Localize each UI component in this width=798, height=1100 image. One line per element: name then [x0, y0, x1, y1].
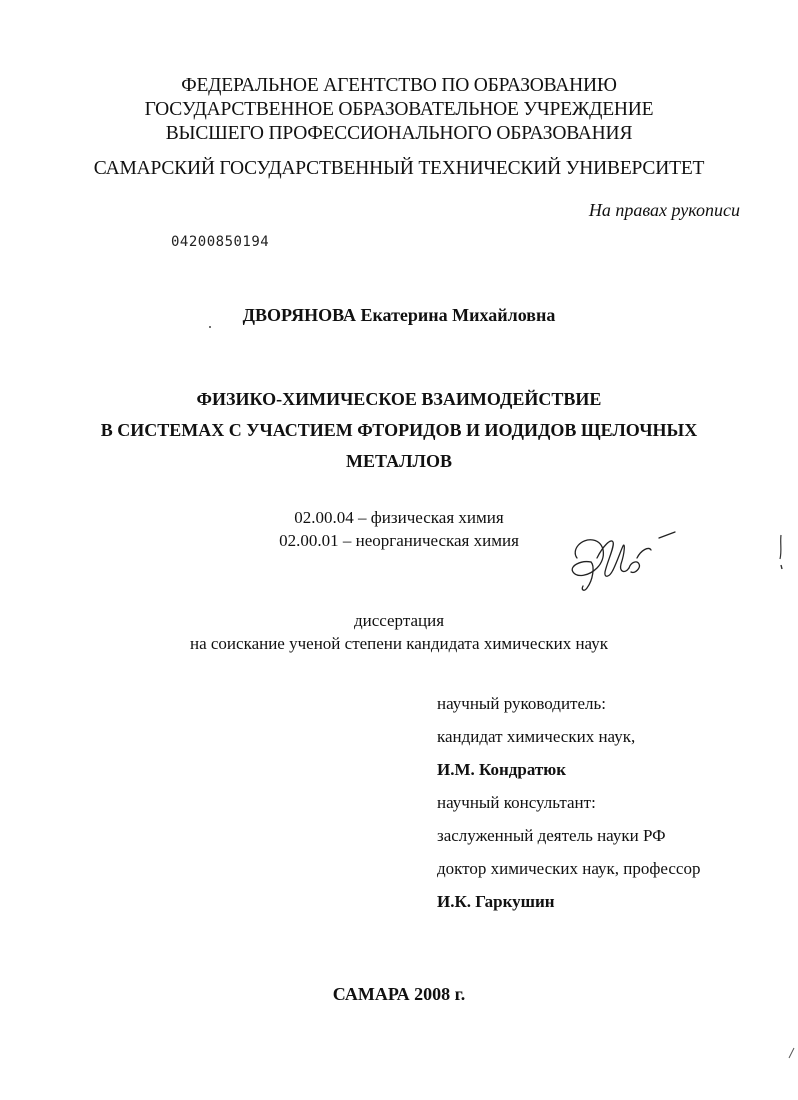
title-line: ФИЗИКО-ХИМИЧЕСКОЕ ВЗАИМОДЕЙСТВИЕ — [196, 389, 602, 409]
consultant-name: И.К. Гаркушин — [437, 892, 555, 911]
dissertation-title — [0, 384, 798, 477]
supervisor-degree: кандидат химических наук, — [437, 727, 636, 746]
dissertation-type: диссертация — [353, 611, 445, 630]
consultant-degree: доктор химических наук, профессор — [437, 859, 701, 878]
consultant-honor: заслуженный деятель науки РФ — [437, 826, 666, 845]
agency-line: ФЕДЕРАЛЬНОЕ АГЕНТСТВО ПО ОБРАЗОВАНИЮ — [181, 75, 617, 96]
supervisor-role: научный руководитель: — [437, 694, 606, 713]
agency-line: ГОСУДАРСТВЕННОЕ ОБРАЗОВАТЕЛЬНОЕ УЧРЕЖДЕНИЕ — [144, 99, 654, 120]
consultant-role: научный консультант: — [437, 793, 596, 812]
advisors-block — [437, 693, 700, 924]
degree-line: на соискание ученой степени кандидата химических наук — [189, 634, 608, 653]
agency-header — [0, 74, 798, 146]
dissertation-statement — [0, 609, 798, 655]
university-name: САМАРСКИЙ ГОСУДАРСТВЕННЫЙ ТЕХНИЧЕСКИЙ УНИВЕРСИТЕТ — [93, 158, 705, 179]
specialty-line: 02.00.01 – неорганическая химия — [279, 531, 519, 550]
margin-mark — [776, 533, 786, 573]
title-line: В СИСТЕМАХ С УЧАСТИЕМ ФТОРИДОВ И ИОДИДОВ ЩЕЛОЧНЫХ — [100, 420, 698, 440]
manuscript-note: На правах рукописи — [588, 200, 740, 220]
author-name: ДВОРЯНОВА Екатерина Михайловна — [242, 305, 556, 325]
agency-line: ВЫСШЕГО ПРОФЕССИОНАЛЬНОГО ОБРАЗОВАНИЯ — [165, 123, 633, 144]
supervisor-name: И.М. Кондратюк — [437, 760, 567, 779]
catalog-code: 04200850194 — [171, 234, 270, 250]
speck-mark — [209, 326, 211, 328]
city-year: САМАРА 2008 г. — [332, 984, 466, 1004]
handwritten-signature — [567, 528, 685, 596]
corner-mark — [786, 1046, 796, 1060]
specialty-line: 02.00.04 – физическая химия — [294, 508, 504, 527]
title-line: МЕТАЛЛОВ — [346, 451, 452, 471]
